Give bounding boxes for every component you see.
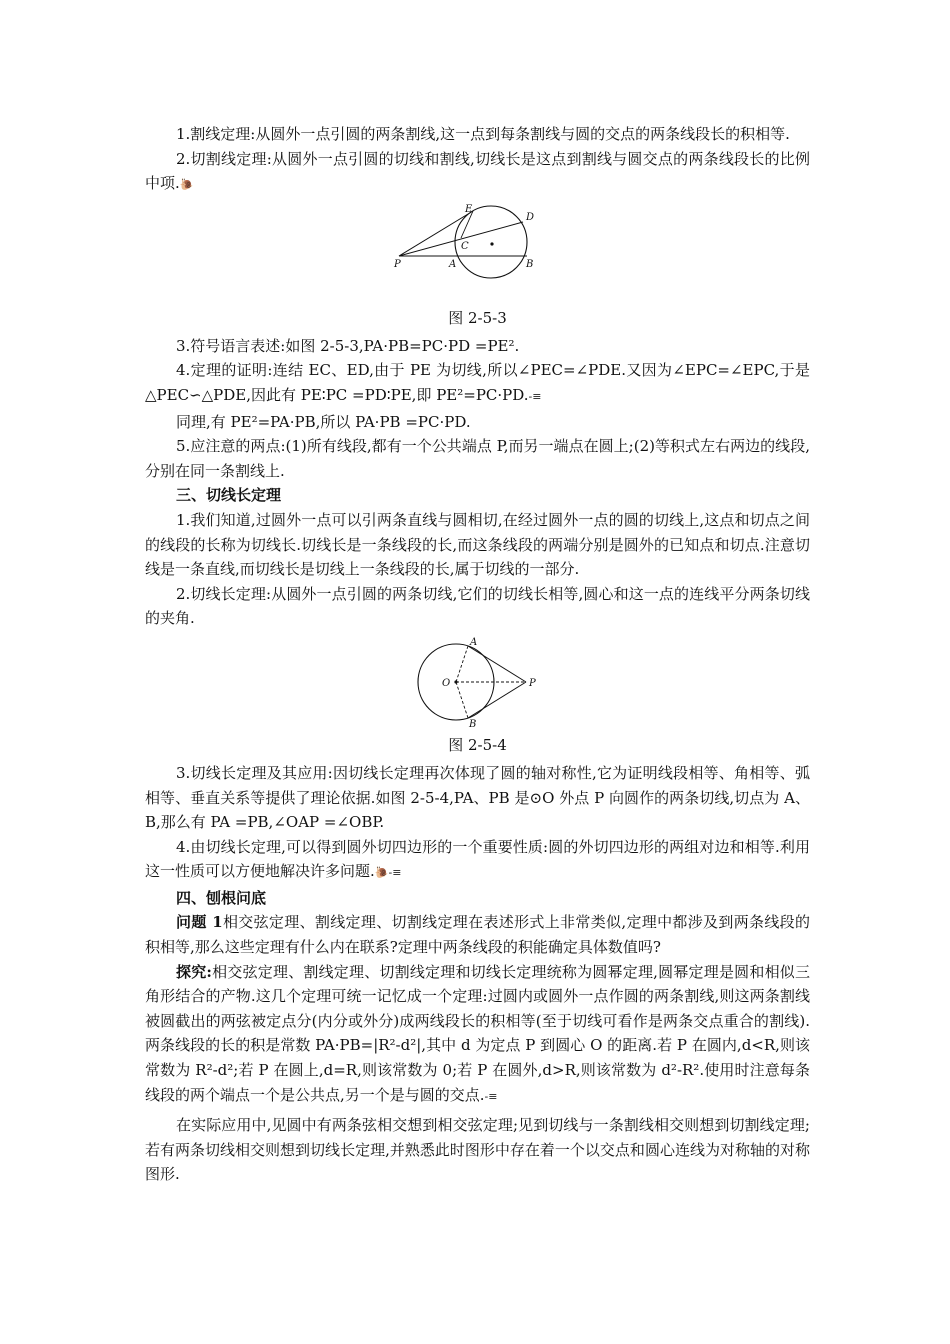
notes-paragraph: 5.应注意的两点:(1)所有线段,都有一个公共端点 P,而另一端点在圆上;(2)等积式左右两边的线段,分别在同一条割线上. <box>145 437 810 480</box>
margin-mark-icon: 🐌 <box>179 178 194 192</box>
tangent-length-theorem-paragraph: 2.切线长定理:从圆外一点引圆的两条切线,它们的切线长相等,圆心和这一点的连线平分两条切线的夹角. <box>145 584 810 628</box>
symbolic-expression-paragraph: 3.符号语言表述:如图 2-5-3,PA·PB=PC·PD =PE². <box>176 336 520 355</box>
proof-paragraph <box>145 358 810 409</box>
document-page <box>145 122 810 1187</box>
fig2-center-dot <box>454 680 457 683</box>
proof-similarly-paragraph: 同理,有 PE²=PA·PB,所以 PA·PB =PC·PD. <box>176 412 471 431</box>
proof-text: 4.定理的证明:连结 EC、ED,由于 PE 为切线,所以∠PEC=∠PDE.又因为∠EPC=∠EPC,于是△PEC∽△PDE,因此有 PE∶PC =PD∶PE,即 PE²=PC·PD. <box>145 361 810 404</box>
fig2-radius-OA <box>456 646 468 682</box>
question-1-text: 相交弦定理、割线定理、切割线定理在表述形式上非常类似,定理中都涉及到两条线段的积相等,那么这些定理有什么内在联系?定理中两条线段的积能确定具体数值吗? <box>145 913 810 957</box>
question-1-paragraph <box>145 910 810 959</box>
explore-paragraph <box>145 960 810 1110</box>
section4-heading: 四、刨根问底 <box>176 888 267 907</box>
figure-2-5-4 <box>408 637 548 727</box>
fig2-tangent-PB <box>468 682 526 718</box>
fig1-label-D: D <box>525 211 534 223</box>
figure-2-5-3-caption: 图 2-5-3 <box>448 308 507 327</box>
section3-heading: 三、切线长定理 <box>176 486 282 505</box>
figure-2-5-3 <box>393 204 563 284</box>
fig1-center-dot <box>490 242 493 245</box>
figure-2-5-4-caption: 图 2-5-4 <box>448 735 507 754</box>
practice-paragraph: 在实际应用中,见圆中有两条弦相交想到相交弦定理;见到切线与一条割线相交则想到切割线定理;若有两条切线相交则想到切线长定理,并熟悉此时图形中存在着一个以交点和圆心连线为对称轴的对称图形. <box>145 1116 810 1184</box>
circumscribed-quadrilateral-paragraph <box>145 835 810 886</box>
margin-mark-icon: 🐌-≡ <box>374 866 402 880</box>
fig2-tangent-PA <box>468 646 526 682</box>
fig1-label-B: B <box>525 258 533 270</box>
tangent-length-definition-paragraph: 1.我们知道,过圆外一点可以引两条直线与圆相切,在经过圆外一点的圆的切线上,这点和切点之间的线段的长称为切线长.切线长是一条线段的长,而这条线段的两端分别是圆外的已知点和切点.注意切线是一条直线,而切线长是切线上一条线段的长,属于切线的一部分. <box>145 510 810 579</box>
fig1-label-A: A <box>448 258 456 270</box>
fig1-label-E: E <box>464 203 472 215</box>
explore-text: 相交弦定理、割线定理、切割线定理和切线长定理统称为圆幂定理,圆幂定理是圆和相似三角形结合的产物.这几个定理可统一记忆成一个定理:过圆内或圆外一点作圆的两条割线,则这两条割线被圆截出的两弦被定点分(内分或外分)成两线段长的积相等(至于切线可看作是两条交点重合的割线).两条线段的长的积是常数 PA·PB=|R²-d²|,其中 d 为定点 P 到圆心 O 的距离.若 P 在圆内,d<R,则该常数为 R²-d²;若 P 在圆上,d=R,则该常数为 0;若 P 在圆外,d>R,则该常数为 d²-R².使用时注意每条线段的两个端点一个是公共点,另一个是与圆的交点. <box>145 962 810 1104</box>
fig2-radius-OB <box>456 682 468 718</box>
circumscribed-quadrilateral-text: 4.由切线长定理,可以得到圆外切四边形的一个重要性质:圆的外切四边形的两组对边和相等.利用这一性质可以方便地解决许多问题. <box>145 837 810 881</box>
tangent-secant-theorem-paragraph <box>145 147 810 198</box>
explore-label: 探究: <box>176 962 212 981</box>
fig2-label-O: O <box>441 677 450 689</box>
fig2-label-P: P <box>528 677 536 689</box>
tangent-length-application-paragraph: 3.切线长定理及其应用:因切线长定理再次体现了圆的轴对称性,它为证明线段相等、角相等、弧相等、垂直关系等提供了理论依据.如图 2-5-4,PA、PB 是⊙O 外点 P 向圆作的两条切线,切点为 A、B,那么有 PA =PB,∠OAP =∠OBP. <box>145 763 810 832</box>
secant-theorem-paragraph: 1.割线定理:从圆外一点引圆的两条割线,这一点到每条割线与圆的交点的两条线段长的积相等. <box>176 125 790 143</box>
question-1-label: 问题 1 <box>176 913 223 932</box>
fig1-label-P: P <box>393 258 401 270</box>
tangent-secant-text: 2.切割线定理:从圆外一点引圆的切线和割线,切线长是这点到割线与圆交点的两条线段长的比例中项. <box>145 149 810 193</box>
fig2-label-A: A <box>469 636 477 648</box>
fig2-label-B: B <box>468 718 476 727</box>
margin-mark-icon: -≡ <box>528 389 542 403</box>
margin-mark-icon: -≡ <box>484 1089 498 1103</box>
fig1-label-C: C <box>460 240 469 252</box>
